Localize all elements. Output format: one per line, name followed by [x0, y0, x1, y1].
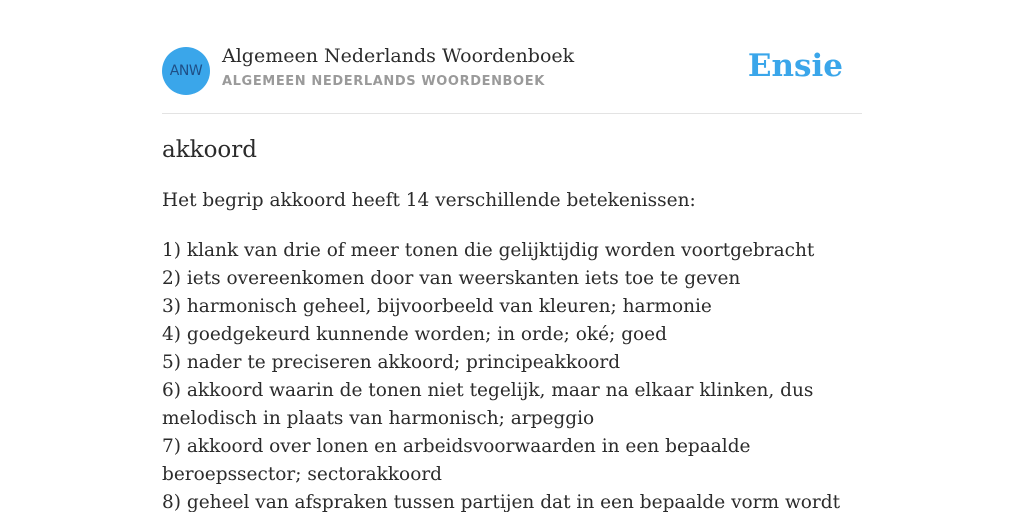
- dictionary-subtitle: ALGEMEEN NEDERLANDS WOORDENBOEK: [222, 74, 545, 89]
- content-container: [162, 0, 862, 512]
- meaning-item: 6) akkoord waarin de tonen niet tegelijk, maar na elkaar klinken, dus melodisch in plaats van harmonisch; arpeggio: [162, 380, 814, 429]
- meaning-item: 1) klank van drie of meer tonen die gelijktijdig worden voortgebracht: [162, 240, 815, 261]
- ensie-logo-link[interactable]: Ensie: [747, 48, 843, 84]
- page-title: akkoord: [162, 137, 257, 163]
- meaning-item: 5) nader te preciseren akkoord; principeakkoord: [162, 352, 621, 373]
- header: [162, 0, 862, 114]
- meanings-list: [162, 237, 862, 512]
- logo-text: ANW: [169, 63, 203, 79]
- meaning-item: 2) iets overeenkomen door van weerskanten iets toe te geven: [162, 268, 741, 289]
- entry-intro: Het begrip akkoord heeft 14 verschillende betekenissen:: [162, 190, 696, 211]
- meaning-item: 8) geheel van afspraken tussen partijen dat in een bepaalde vorm wordt: [162, 492, 841, 512]
- meaning-item: 4) goedgekeurd kunnende worden; in orde; oké; goed: [162, 324, 667, 345]
- meaning-item: 3) harmonisch geheel, bijvoorbeeld van kleuren; harmonie: [162, 296, 712, 317]
- meaning-item: 7) akkoord over lonen en arbeidsvoorwaarden in een bepaalde beroepssector; sectorakkoord: [162, 436, 751, 485]
- dictionary-logo[interactable]: [162, 47, 210, 95]
- dictionary-title[interactable]: Algemeen Nederlands Woordenboek: [222, 45, 575, 67]
